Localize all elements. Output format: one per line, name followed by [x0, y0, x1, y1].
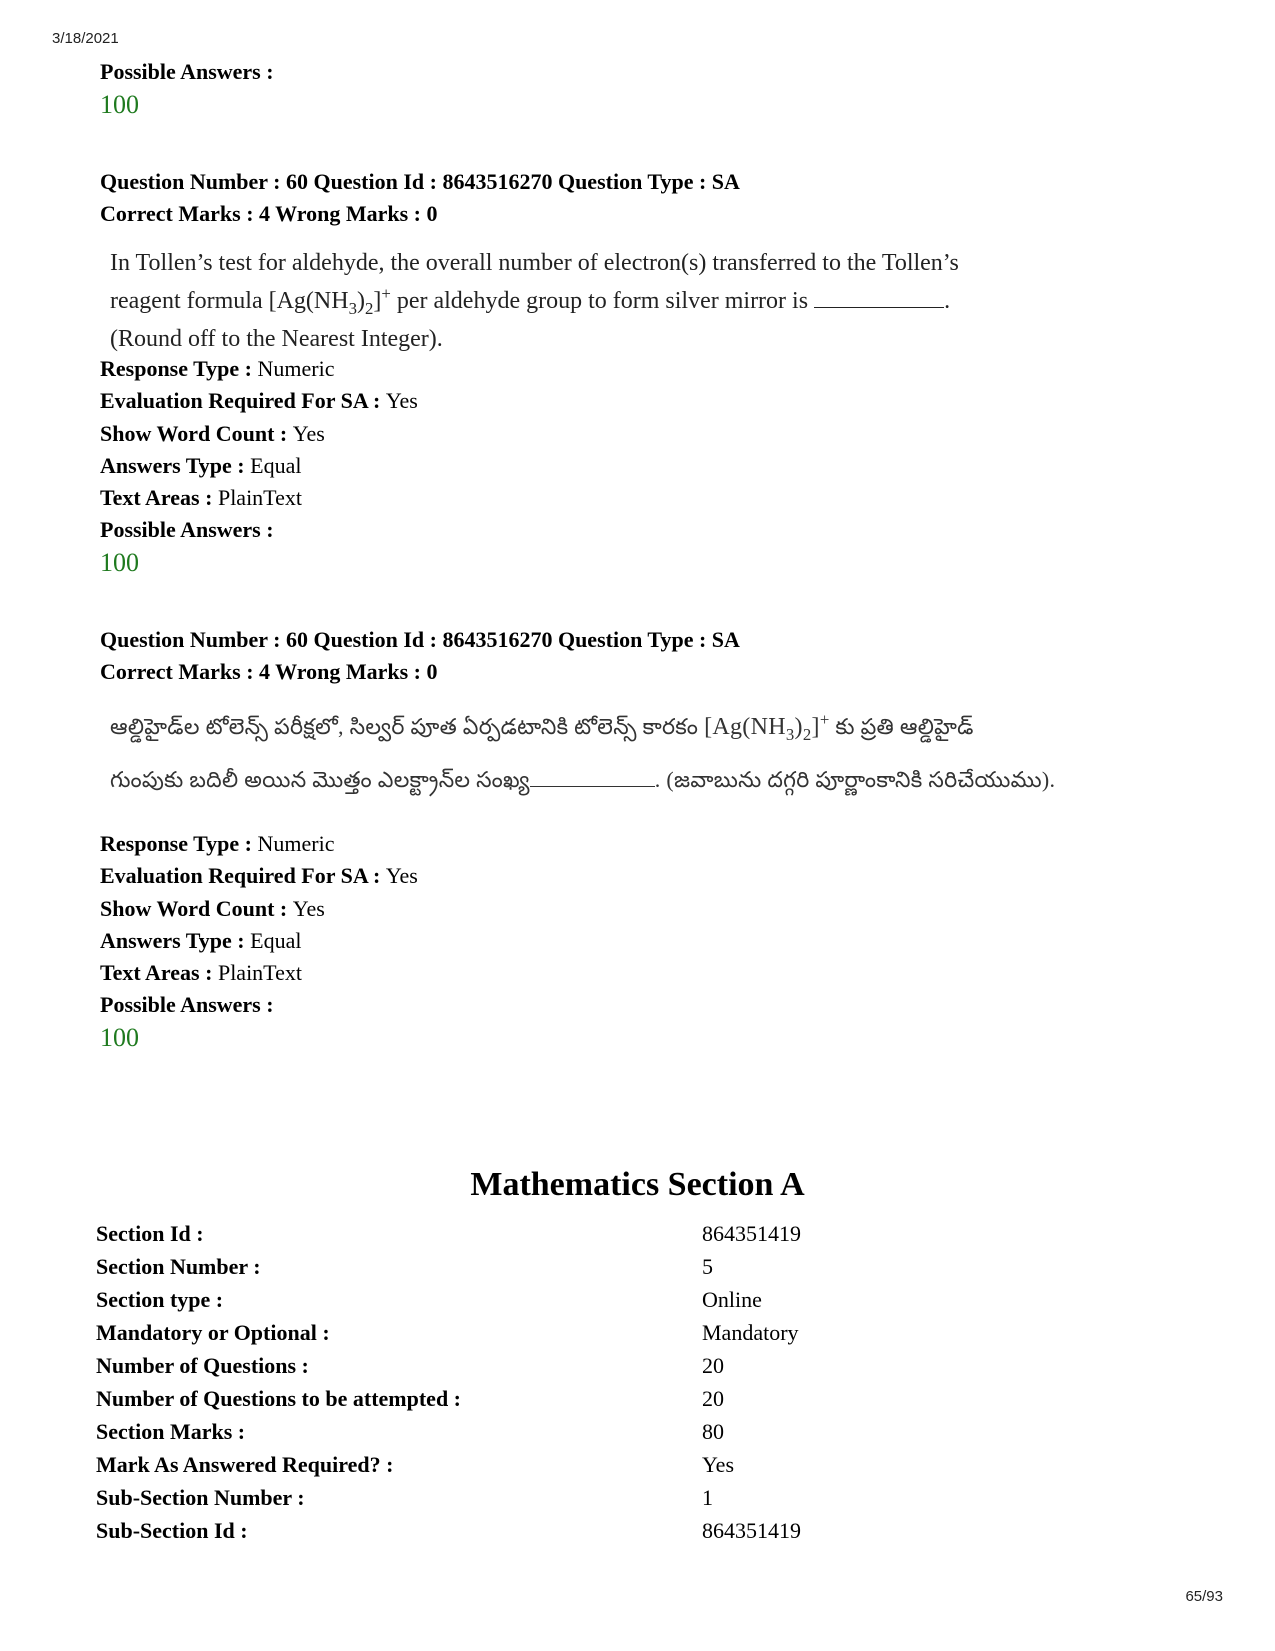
print-date: 3/18/2021	[52, 30, 119, 47]
question-marks-line: Correct Marks : 4 Wrong Marks : 0	[100, 659, 438, 684]
section-info-value: Yes	[702, 1452, 735, 1477]
answers-type-row: Answers Type : Equal	[100, 453, 302, 478]
answer-blank	[814, 285, 944, 308]
possible-answer-value: 100	[100, 1023, 139, 1052]
question-text-telugu-line: ఆల్డిహైడ్‌ల టోలెన్స్ పరీక్షలో, సిల్వర్ పూత ఏర్పడటానికి టోలెన్స్ కారకం $[Ag(NH_3)_2]^+$ కు ప్రతి ఆల్డిహైడ్	[110, 710, 974, 744]
question-text-line: In Tollen’s test for aldehyde, the overall number of electron(s) transferred to the Tollen’s	[110, 250, 959, 276]
question-meta-line: Question Number : 60 Question Id : 8643516270 Question Type : SA	[100, 627, 740, 652]
section-info-label: Sub-Section Id :	[96, 1518, 248, 1543]
possible-answer-value: 100	[100, 90, 139, 119]
section-info-label: Section Number :	[96, 1254, 261, 1279]
evaluation-required-row: Evaluation Required For SA : Yes	[100, 388, 418, 413]
section-info-value: 20	[702, 1353, 724, 1378]
page-number: 65/93	[1185, 1588, 1223, 1605]
question-text-telugu-line: గుంపుకు బదిలీ అయిన మొత్తం ఎలక్ట్రాన్‌ల సంఖ్య . (జవాబును దగ్గరి పూర్ణాంకానికి సరిచేయుము).	[110, 767, 1056, 792]
possible-answers-label: Possible Answers :	[100, 992, 274, 1017]
section-info-value: 864351419	[702, 1518, 801, 1543]
question-meta-line: Question Number : 60 Question Id : 8643516270 Question Type : SA	[100, 169, 740, 194]
question-text-english	[110, 244, 1160, 358]
response-type-row: Response Type : Numeric	[100, 831, 335, 856]
possible-answers-label: Possible Answers :	[100, 517, 274, 542]
question-marks-line: Correct Marks : 4 Wrong Marks : 0	[100, 201, 438, 226]
evaluation-required-row: Evaluation Required For SA : Yes	[100, 863, 418, 888]
section-title: Mathematics Section A	[470, 1166, 805, 1203]
section-info-label: Mandatory or Optional :	[96, 1320, 330, 1345]
possible-answers-label: Possible Answers :	[100, 59, 274, 84]
text-areas-row: Text Areas : PlainText	[100, 960, 302, 985]
section-info-value: 864351419	[702, 1221, 801, 1246]
answer-blank	[530, 766, 655, 787]
possible-answer-value: 100	[100, 548, 139, 577]
section-info-label: Sub-Section Number :	[96, 1485, 305, 1510]
response-type-row: Response Type : Numeric	[100, 356, 335, 381]
question-text-line: reagent formula $[Ag(NH_3)_2]^+$ per aldehyde group to form silver mirror is .	[110, 284, 951, 318]
text-areas-row: Text Areas : PlainText	[100, 485, 302, 510]
show-word-count-row: Show Word Count : Yes	[100, 896, 325, 921]
section-info-value: Mandatory	[702, 1320, 799, 1345]
section-info-value: 5	[702, 1254, 713, 1279]
section-info-label: Number of Questions to be attempted :	[96, 1386, 462, 1411]
answers-type-row: Answers Type : Equal	[100, 928, 302, 953]
section-info-value: Online	[702, 1287, 762, 1312]
section-info-value: 1	[702, 1485, 713, 1510]
section-info-label: Section Id :	[96, 1221, 204, 1246]
section-info-value: 80	[702, 1419, 724, 1444]
section-info-value: 20	[702, 1386, 724, 1411]
section-info-label: Mark As Answered Required? :	[96, 1452, 394, 1477]
show-word-count-row: Show Word Count : Yes	[100, 421, 325, 446]
section-info-label: Section Marks :	[96, 1419, 246, 1444]
section-info-label: Section type :	[96, 1287, 224, 1312]
question-text-line: (Round off to the Nearest Integer).	[110, 326, 443, 352]
section-info-label: Number of Questions :	[96, 1353, 309, 1378]
